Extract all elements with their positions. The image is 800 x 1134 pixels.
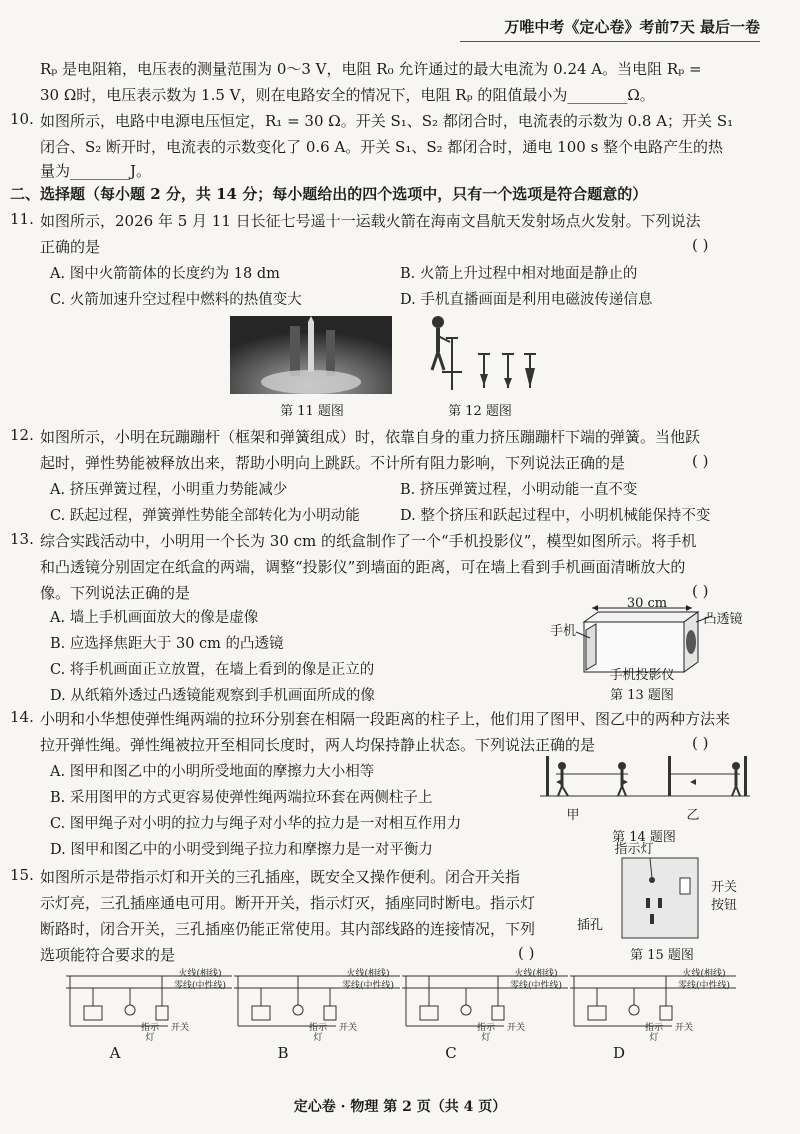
q14-line1: 小明和小华想使弹性绳两端的拉环分别套在相隔一段距离的柱子上，他们用了图甲、图乙中的两种方法来 [40, 710, 731, 728]
q14-option-c: C. 图甲绳子对小明的拉力与绳子对小华的拉力是一对相互作用力 [50, 816, 462, 832]
q11-option-b: B. 火箭上升过程中相对地面是静止的 [400, 266, 638, 282]
q14-option-a: A. 图甲和图乙中的小明所受地面的摩擦力大小相等 [50, 764, 375, 780]
circuit-c-neutral-label: 零线(中性线) [509, 981, 563, 991]
q13-figure-lens-label: 凸透镜 [703, 612, 743, 627]
q12-option-a: A. 挤压弹簧过程，小明重力势能减少 [50, 482, 288, 498]
q10-line1: 如图所示，电路中电源电压恒定，R₁ = 30 Ω。开关 S₁、S₂ 都闭合时，电流表的示数为 0.8 A；开关 S₁ [40, 112, 734, 130]
q11-option-a: A. 图中火箭箭体的长度约为 18 dm [50, 266, 280, 282]
rope-pulling-figure [540, 752, 750, 802]
circuit-c-switch-label: 开关 [506, 1023, 525, 1033]
q11-figure-caption: 第 11 题图 [280, 404, 344, 419]
q15-figure-switch-label-1: 开关 [710, 880, 737, 895]
circuit-b-lamp-label-2: 灯 [313, 1033, 323, 1043]
q14-figure-label-a: 甲 [566, 808, 580, 823]
circuit-a-live-label: 火线(相线) [178, 969, 222, 979]
page-footer: 定心卷 · 物理 第 2 页（共 4 页） [293, 1099, 507, 1115]
q12-answer-paren: ( ) [692, 452, 709, 470]
circuit-b-switch-label: 开关 [338, 1023, 357, 1033]
q15-figure-hole-label: 插孔 [576, 918, 603, 933]
q15-line3: 断路时，闭合开关，三孔插座仍能正常使用。其内部线路的连接情况，下列 [40, 920, 536, 938]
circuit-d-switch-label: 开关 [674, 1023, 693, 1033]
q14-option-d: D. 图甲和图乙中的小明受到绳子拉力和摩擦力是一对平衡力 [50, 842, 433, 858]
q14-line2: 拉开弹性绳。弹性绳被拉开至相同长度时，两人均保持静止状态。下列说法正确的是 [40, 736, 596, 754]
q14-figure-label-b: 乙 [686, 808, 700, 823]
section-title: 二、选择题（每小题 2 分，共 14 分；每小题给出的四个选项中，只有一个选项是符合题意的） [10, 185, 648, 203]
q15-line2: 示灯亮，三孔插座通电可用。断开开关，指示灯灭，插座同时断电。指示灯 [40, 894, 536, 912]
q12-line2: 起时，弹性势能被释放出来，帮助小明向上跳跃。不计所有阻力影响，下列说法正确的是 [40, 454, 626, 472]
q12-option-c: C. 跃起过程，弹簧弹性势能全部转化为小明动能 [50, 508, 360, 524]
circuit-b-live-label: 火线(相线) [346, 969, 390, 979]
q13-figure-length: 30 cm [626, 596, 668, 611]
circuit-a-switch-label: 开关 [170, 1023, 189, 1033]
q14-answer-paren: ( ) [692, 734, 709, 752]
q10-number: 10. [10, 110, 34, 128]
q12-option-b: B. 挤压弹簧过程，小明动能一直不变 [400, 482, 638, 498]
circuit-options [0, 966, 800, 1066]
circuit-d-lamp-label-1: 指示 [644, 1023, 663, 1033]
q12-number: 12. [10, 426, 34, 444]
q11-line1: 如图所示，2026 年 5 月 11 日长征七号遥十一运载火箭在海南文昌航天发射场点火发射。下列说法 [40, 212, 701, 230]
q12-line1: 如图所示，小明在玩蹦蹦杆（框架和弹簧组成）时，依靠自身的重力挤压蹦蹦杆下端的弹簧。当他跃 [40, 428, 701, 446]
q13-option-b: B. 应选择焦距大于 30 cm 的凸透镜 [50, 636, 284, 652]
q10-line3: 量为________J。 [40, 162, 152, 180]
q12-figure-caption: 第 12 题图 [448, 404, 512, 419]
circuit-d-live-label: 火线(相线) [682, 969, 726, 979]
q15-figure-caption: 第 15 题图 [630, 948, 694, 963]
q11-line2: 正确的是 [40, 238, 101, 256]
pogo-stick-figure [420, 314, 550, 400]
circuit-c-lamp-label-1: 指示 [476, 1023, 495, 1033]
q9-line1: Rₚ 是电阻箱，电压表的测量范围为 0～3 V，电阻 R₀ 允许通过的最大电流为 0.24 A。当电阻 Rₚ = [40, 60, 702, 78]
q13-option-c: C. 将手机画面正立放置，在墙上看到的像是正立的 [50, 662, 375, 678]
circuit-d-neutral-label: 零线(中性线) [677, 981, 731, 991]
q9-line2: 30 Ω时，电压表示数为 1.5 V，则在电路安全的情况下，电阻 Rₚ 的阻值最小为________Ω。 [40, 86, 655, 104]
q13-option-a: A. 墙上手机画面放大的像是虚像 [50, 610, 259, 626]
circuit-b-neutral-label: 零线(中性线) [341, 981, 395, 991]
circuit-a-neutral-label: 零线(中性线) [173, 981, 227, 991]
circuit-a-lamp-label-1: 指示 [140, 1023, 159, 1033]
q13-line1: 综合实践活动中，小明用一个长为 30 cm 的纸盒制作了一个“手机投影仪”，模型如图所示。将手机 [40, 532, 697, 550]
circuit-b-lamp-label-1: 指示 [308, 1023, 327, 1033]
q14-number: 14. [10, 708, 34, 726]
q13-line2: 和凸透镜分别固定在纸盒的两端，调整“投影仪”到墙面的距离，可在墙上看到手机画面清晰放大的 [40, 558, 686, 576]
page-header: 万唯中考《定心卷》考前7天 最后一卷 [460, 16, 760, 42]
q15-figure-light-label: 指示灯 [614, 842, 654, 857]
q13-figure-caption: 第 13 题图 [610, 688, 674, 703]
circuit-c-live-label: 火线(相线) [514, 969, 558, 979]
q14-figure-caption: 第 14 题图 [612, 830, 676, 845]
q14-option-b: B. 采用图甲的方式更容易使弹性绳两端拉环套在两侧柱子上 [50, 790, 433, 806]
q11-number: 11. [10, 210, 34, 228]
q13-figure-phone-label: 手机 [549, 624, 576, 639]
circuit-c-lamp-label-2: 灯 [481, 1033, 491, 1043]
q13-line3: 像。下列说法正确的是 [40, 584, 191, 602]
q11-option-c: C. 火箭加速升空过程中燃料的热值变大 [50, 292, 302, 308]
q15-line1: 如图所示是带指示灯和开关的三孔插座，既安全又操作便利。闭合开关指 [40, 868, 521, 886]
q15-line4: 选项能符合要求的是 [40, 946, 176, 964]
q12-option-d: D. 整个挤压和跃起过程中，小明机械能保持不变 [400, 508, 711, 524]
circuit-option-d-label: D [612, 1044, 626, 1062]
circuit-option-b-label: B [277, 1044, 289, 1062]
q13-figure-name: 手机投影仪 [609, 668, 675, 683]
circuit-d-lamp-label-2: 灯 [649, 1033, 659, 1043]
circuit-option-a-label: A [109, 1044, 121, 1062]
circuit-a-lamp-label-2: 灯 [145, 1033, 155, 1043]
q15-figure-switch-label-2: 按钮 [710, 898, 737, 913]
socket-figure [620, 856, 700, 940]
rocket-launch-photo [230, 316, 392, 394]
q10-line2: 闭合、S₂ 断开时，电流表的示数变化了 0.6 A。开关 S₁、S₂ 都闭合时，通电 100 s 整个电路产生的热 [40, 138, 724, 156]
q13-option-d: D. 从纸箱外透过凸透镜能观察到手机画面所成的像 [50, 688, 375, 704]
circuit-option-c-label: C [445, 1044, 457, 1062]
q11-option-d: D. 手机直播画面是利用电磁波传递信息 [400, 292, 653, 308]
q15-number: 15. [10, 866, 34, 884]
q13-answer-paren: ( ) [692, 582, 709, 600]
q13-number: 13. [10, 530, 34, 548]
q11-answer-paren: ( ) [692, 236, 709, 254]
q15-answer-paren: ( ) [518, 944, 535, 962]
